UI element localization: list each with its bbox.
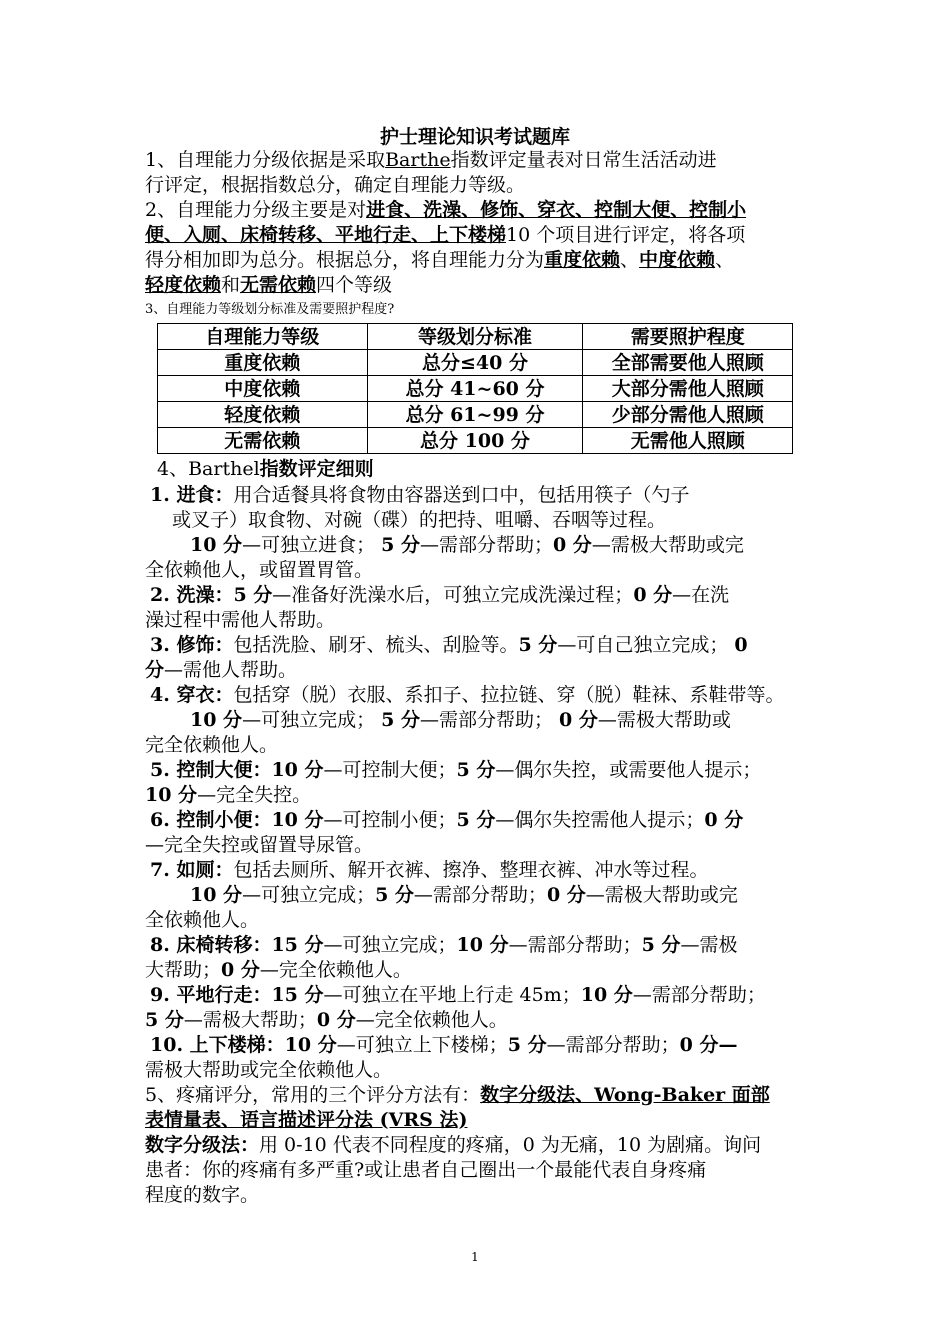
page-number: 1: [471, 1250, 479, 1264]
text: 四个等级: [316, 274, 393, 296]
text: —在洗: [672, 584, 730, 606]
text: 2、自理能力分级主要是对: [145, 199, 367, 221]
text: —偶尔失控，或需要他人提示；: [495, 759, 762, 781]
table-cell: 重度依赖: [158, 350, 368, 376]
score: 5 分: [456, 809, 496, 831]
score: 5 分: [456, 759, 496, 781]
q1-line-2: 行评定，根据指数总分，确定自理能力等级。: [145, 174, 526, 196]
text: —完全依赖他人。: [259, 959, 412, 981]
item-9-line-1: [150, 983, 766, 1008]
score: 10 分: [190, 709, 243, 731]
item-3-line-2: [145, 658, 297, 683]
q5-line-5: 程度的数字。: [145, 1184, 260, 1206]
score: 10 分: [271, 759, 324, 781]
text: —需部分帮助；: [419, 709, 559, 731]
text: 5、疼痛评分，常用的三个评分方法有：: [145, 1084, 481, 1106]
item-title: 10. 上下楼梯：: [150, 1034, 285, 1056]
item-10-line-1: [150, 1033, 737, 1058]
score: 15 分: [271, 984, 324, 1006]
item-title: 4. 穿衣：: [150, 684, 234, 706]
q4-heading: [157, 457, 374, 482]
item-1-line-2: 或叉子）取食物、对碗（碟）的把持、咀嚼、吞咽等过程。: [172, 509, 667, 531]
item-5-line-1: [150, 758, 761, 783]
score: 10 分: [145, 784, 198, 806]
score: 0 分: [221, 959, 260, 981]
text: 包括穿（脱）衣服、系扣子、拉拉链、穿（脱）鞋袜、系鞋带等。: [233, 684, 785, 706]
score: 0 分: [704, 809, 744, 831]
item-1-line-1: [150, 483, 689, 508]
text: 用合适餐具将食物由容器送到口中，包括用筷子（勺子: [233, 484, 690, 506]
item-10-line-2: 需极大帮助或完全依赖他人。: [145, 1059, 393, 1081]
score: 15 分: [271, 934, 324, 956]
text: —可控制小便；: [323, 809, 457, 831]
score: 0 分: [316, 1009, 356, 1031]
text: —需部分帮助；: [508, 934, 642, 956]
item-4-line-1: [150, 683, 784, 708]
text: —可独立完成；: [242, 884, 376, 906]
table-cell: 总分 41~60 分: [367, 376, 583, 402]
item-6-line-2: —完全失控或留置导尿管。: [145, 834, 374, 856]
item-title: 8. 床椅转移：: [150, 934, 272, 956]
item-1-scores: [190, 533, 744, 558]
term: 数字分级法：: [145, 1134, 260, 1156]
table-header: 自理能力等级: [158, 324, 368, 350]
text: —: [718, 1034, 738, 1056]
items-list: 便、入厕、床椅转移、平地行走、上下楼梯: [145, 224, 507, 246]
q1-line-1: [145, 148, 717, 173]
score: 0 分: [552, 534, 592, 556]
text: —需极大帮助；: [183, 1009, 317, 1031]
text: 、: [715, 249, 735, 271]
score: 10 分: [284, 1034, 337, 1056]
text: —可独立完成；: [323, 934, 457, 956]
item-2-line-2: 澡过程中需他人帮助。: [145, 609, 336, 631]
item-2-line-1: [150, 583, 729, 608]
item-1-line-4: 全依赖他人，或留置胃管。: [145, 559, 374, 581]
text: —可独立完成；: [242, 709, 382, 731]
table-header: 需要照护程度: [583, 324, 793, 350]
text: 包括洗脸、刷牙、梳头、刮脸等。: [233, 634, 519, 656]
item-5-line-2: [145, 783, 311, 808]
q2-line-1: [145, 198, 746, 223]
item-7-scores: [190, 883, 738, 908]
score: 0: [734, 634, 748, 656]
score: 0 分: [559, 709, 598, 731]
text: 包括去厕所、解开衣裤、擦净、整理衣裤、冲水等过程。: [233, 859, 709, 881]
score: 5 分: [641, 934, 681, 956]
table-header-row: [158, 324, 793, 350]
text: 大帮助；: [145, 959, 222, 981]
text: —准备好洗澡水后，可独立完成洗澡过程；: [272, 584, 634, 606]
text: 得分相加即为总分。根据总分，将自理能力分为: [145, 249, 545, 271]
item-title: 9. 平地行走：: [150, 984, 272, 1006]
score: 0 分: [546, 884, 586, 906]
q5-line-1: [145, 1083, 770, 1108]
table-row: [158, 376, 793, 402]
score: 0 分: [679, 1034, 719, 1056]
item-9-line-2: [145, 1008, 508, 1033]
score: 5 分: [375, 884, 414, 906]
table-cell: 少部分需他人照顾: [583, 402, 793, 428]
level-term: 轻度依赖: [145, 274, 222, 296]
text: 指数评定细则: [259, 458, 374, 480]
q2-line-2: [145, 223, 745, 248]
text: —可自己独立完成；: [557, 634, 735, 656]
table-cell: 无需他人照顾: [583, 428, 793, 454]
q5-line-2: [145, 1108, 467, 1133]
text: —需他人帮助。: [164, 659, 298, 681]
table-row: [158, 350, 793, 376]
score: 5 分: [381, 534, 420, 556]
method-list: 表情量表、语言描述评分法 (VRS 法): [145, 1109, 468, 1131]
score: 5 分: [381, 709, 420, 731]
table-cell: 中度依赖: [158, 376, 368, 402]
item-6-line-1: [150, 808, 743, 833]
item-4-line-4: 完全依赖他人。: [145, 734, 279, 756]
score: 5 分: [518, 634, 558, 656]
q2-line-3: [145, 248, 734, 273]
item-title: 3. 修饰：: [150, 634, 234, 656]
text: —完全依赖他人。: [355, 1009, 508, 1031]
table-row: [158, 428, 793, 454]
item-8-line-2: [145, 958, 412, 983]
text: —需部分帮助；: [413, 884, 547, 906]
grade-table: [157, 323, 793, 454]
score: 10 分: [271, 809, 324, 831]
item-title: 6. 控制小便：: [150, 809, 272, 831]
table-cell: 总分 61~99 分: [367, 402, 583, 428]
level-term: 无需依赖: [240, 274, 317, 296]
score: 10 分: [190, 534, 243, 556]
q3-label: 3、自理能力等级划分标准及需要照护程度?: [145, 302, 395, 317]
item-title: 1. 进食：: [150, 484, 234, 506]
text: —需极大帮助或: [597, 709, 731, 731]
table-cell: 总分 100 分: [367, 428, 583, 454]
text: —需部分帮助；: [419, 534, 553, 556]
item-3-line-1: [150, 633, 748, 658]
q2-line-4: [145, 273, 392, 298]
item-7-line-1: [150, 858, 708, 883]
text: 4、Barthel: [157, 458, 260, 480]
level-term: 重度依赖: [544, 249, 621, 271]
text: —需极大帮助或完: [591, 534, 744, 556]
item-title: 2. 洗澡：: [150, 584, 234, 606]
score: 5 分: [233, 584, 273, 606]
item-4-scores: [190, 708, 731, 733]
q5-line-4: 患者：你的疼痛有多严重?或让患者自己圈出一个最能代表自身疼痛: [145, 1159, 707, 1181]
text: —可独立上下楼梯；: [336, 1034, 508, 1056]
text: —需极: [680, 934, 738, 956]
method-list: 数字分级法、Wong-Baker 面部: [480, 1084, 770, 1106]
score: 5 分: [145, 1009, 184, 1031]
table-header: 等级划分标准: [367, 324, 583, 350]
text: 指数评定量表对日常生活活动进: [450, 149, 717, 171]
text: —需极大帮助或完: [585, 884, 738, 906]
text: 1、自理能力分级依据是采取: [145, 149, 386, 171]
table-cell: 无需依赖: [158, 428, 368, 454]
items-list: 进食、洗澡、修饰、穿衣、控制大便、控制小: [366, 199, 747, 221]
text: —需部分帮助；: [632, 984, 766, 1006]
text: —完全失控。: [197, 784, 312, 806]
table-cell: 大部分需他人照顾: [583, 376, 793, 402]
table-row: [158, 402, 793, 428]
score: 0 分: [633, 584, 673, 606]
score: 10 分: [456, 934, 509, 956]
score: 10 分: [190, 884, 243, 906]
item-8-line-1: [150, 933, 737, 958]
score: 5 分: [507, 1034, 547, 1056]
table-cell: 全部需要他人照顾: [583, 350, 793, 376]
text: 用 0-10 代表不同程度的疼痛，0 为无痛，10 为剧痛。询问: [259, 1134, 762, 1156]
barthe-term: Barthe: [385, 149, 451, 171]
text: —可独立进食；: [242, 534, 382, 556]
score: 分: [145, 659, 165, 681]
text: —可独立在平地上行走 45m；: [323, 984, 581, 1006]
text: —可控制大便；: [323, 759, 457, 781]
score: 10 分: [580, 984, 633, 1006]
page-title: 护士理论知识考试题库: [379, 126, 570, 148]
table-cell: 总分≤40 分: [367, 350, 583, 376]
level-term: 中度依赖: [639, 249, 716, 271]
item-7-line-4: 全依赖他人。: [145, 909, 260, 931]
table-cell: 轻度依赖: [158, 402, 368, 428]
item-title: 5. 控制大便：: [150, 759, 272, 781]
text: —需部分帮助；: [546, 1034, 680, 1056]
q5-line-3: [145, 1133, 761, 1158]
text: —偶尔失控需他人提示；: [495, 809, 705, 831]
item-title: 7. 如厕：: [150, 859, 234, 881]
text: 和: [221, 274, 241, 296]
text: 、: [620, 249, 640, 271]
text: 10 个项目进行评定，将各项: [506, 224, 746, 246]
